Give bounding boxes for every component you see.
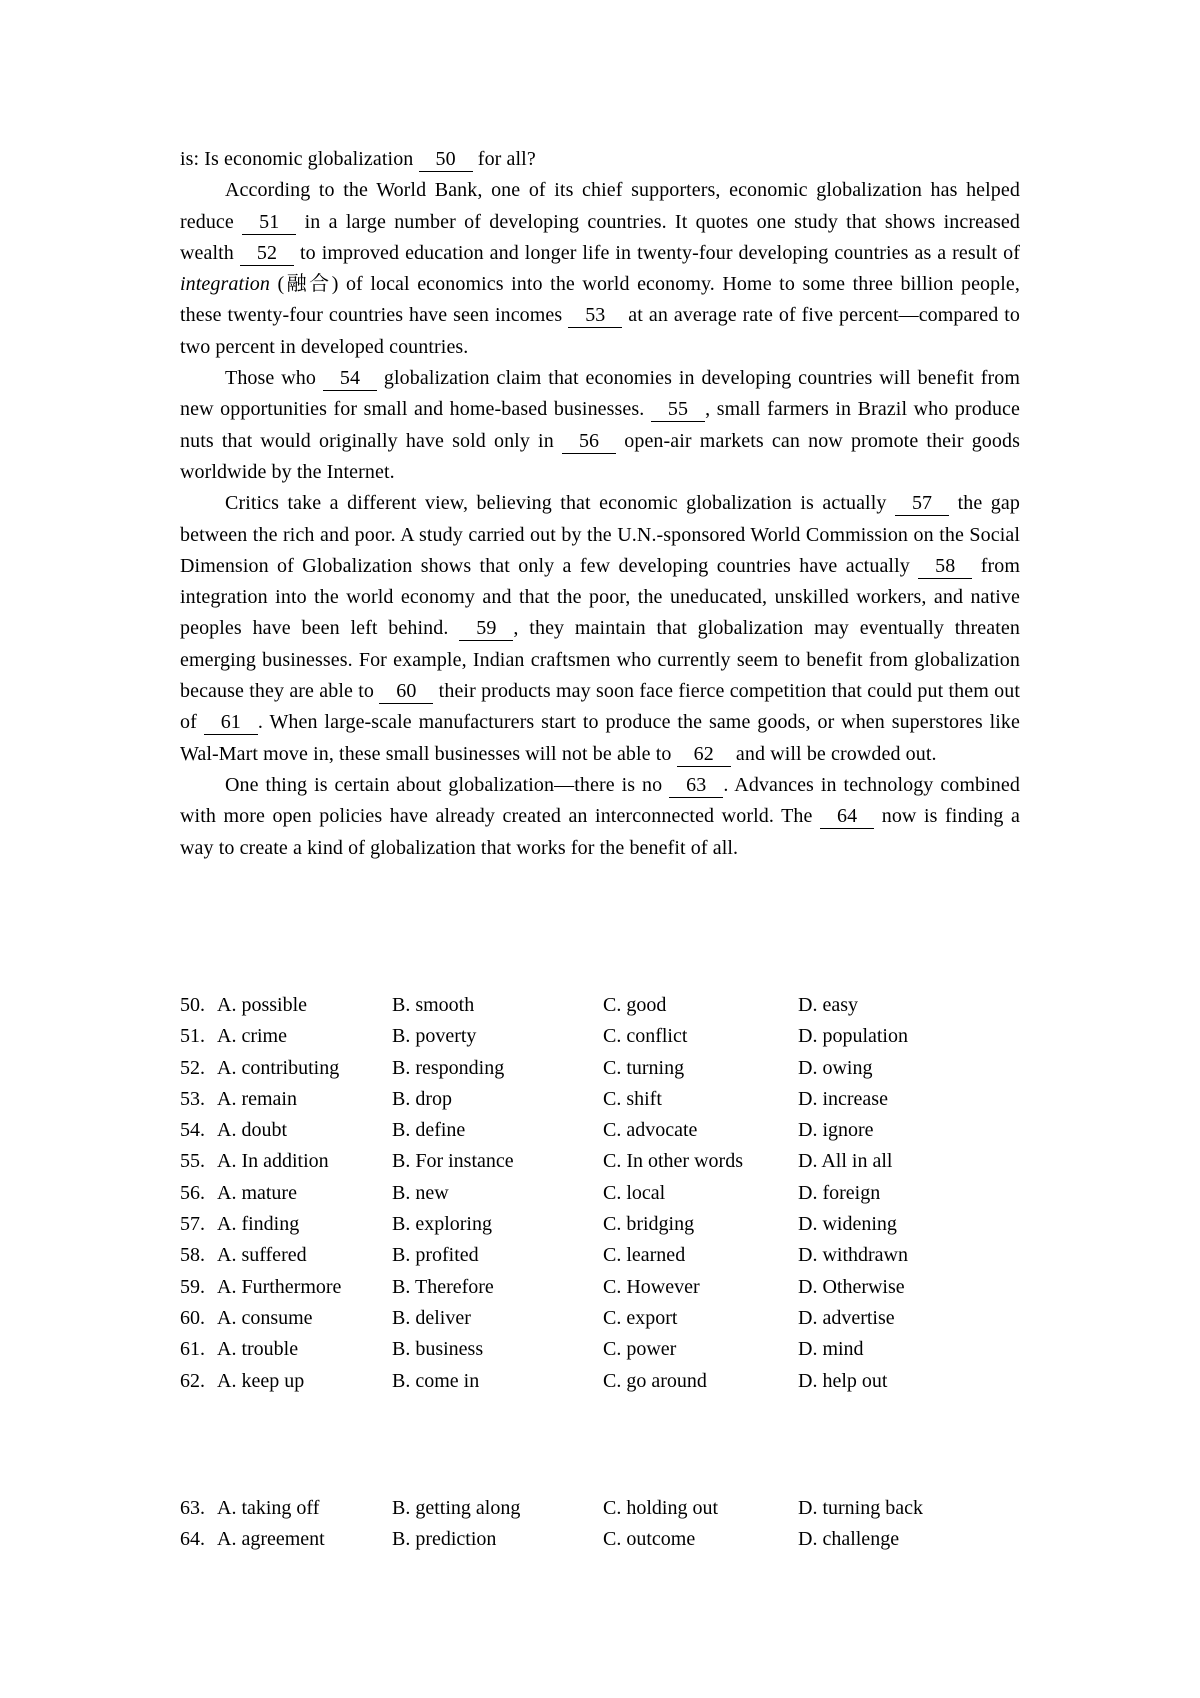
blank-53: 53 [568,303,622,328]
passage-paragraph: Critics take a different view, believing that economic globalization is actually 57 the gap between the rich and poor. A study carried out by the U.N.-sponsored World Commission on the Social Dimension of Globalization shows that only a few developing countries have actually 58 from integration into the world economy and that the poor, the uneducated, unskilled workers, and native peoples have been left behind. 59 , they maintain that globalization may eventually threaten emerging businesses. For example, Indian craftsmen who currently seem to benefit from globalization because they are able to 60 their products may soon face fierce competition that could put them out of 61 . When large-scale manufacturers start to produce the same goods, or when superstores like Wal-Mart move in, these small businesses will not be able to 62 and will be crowded out. [180,492,1020,765]
option-row-57 [180,1209,1040,1240]
option-56-b: B. new [392,1181,449,1204]
option-64-b: B. prediction [392,1528,497,1551]
question-number-55: 55. [180,1150,205,1173]
option-53-d: D. increase [798,1087,888,1110]
option-row-64 [180,1524,1040,1555]
blank-55: 55 [651,397,705,422]
option-58-b: B. profited [392,1244,479,1267]
option-63-d: D. turning back [798,1497,923,1519]
option-60-d: D. advertise [798,1306,895,1329]
option-62-d: D. help out [798,1369,888,1392]
option-58-c: C. learned [603,1244,686,1267]
option-51-d: D. population [798,1025,908,1048]
option-59-c: C. However [603,1275,700,1298]
option-52-d: D. owing [798,1056,873,1079]
blank-52: 52 [240,241,294,266]
option-63-a: A. taking off [217,1497,320,1519]
option-59-d: D. Otherwise [798,1275,905,1298]
cloze-passage [180,144,1020,864]
options-group-2 [180,1493,1040,1556]
blank-56: 56 [562,429,616,454]
option-64-d: D. challenge [798,1528,900,1551]
option-60-b: B. deliver [392,1306,471,1329]
option-52-b: B. responding [392,1056,505,1079]
blank-58: 58 [918,554,972,579]
option-54-a: A. doubt [217,1119,287,1142]
option-52-c: C. turning [603,1056,685,1079]
question-number-53: 53. [180,1087,205,1110]
option-53-c: C. shift [603,1087,662,1110]
option-55-c: C. In other words [603,1150,743,1173]
option-56-c: C. local [603,1181,666,1204]
question-number-64: 64. [180,1528,205,1551]
passage-paragraph: is: Is economic globalization 50 for all? [180,148,536,170]
options-group-1 [180,990,1040,1397]
option-56-d: D. foreign [798,1181,881,1204]
question-number-63: 63. [180,1497,205,1519]
question-number-57: 57. [180,1213,205,1236]
option-57-c: C. bridging [603,1213,695,1236]
blank-64: 64 [820,804,874,829]
option-61-c: C. power [603,1338,677,1361]
option-64-c: C. outcome [603,1528,696,1551]
option-63-c: C. holding out [603,1497,719,1519]
option-61-a: A. trouble [217,1338,299,1361]
question-number-51: 51. [180,1025,205,1048]
option-55-b: B. For instance [392,1150,514,1173]
option-53-b: B. drop [392,1087,452,1110]
option-62-b: B. come in [392,1369,480,1392]
option-59-a: A. Furthermore [217,1275,342,1298]
question-number-54: 54. [180,1119,205,1142]
blank-60: 60 [379,679,433,704]
option-row-63 [180,1493,1040,1524]
option-58-a: A. suffered [217,1244,307,1267]
option-row-60 [180,1303,1040,1334]
blank-50: 50 [419,147,473,172]
option-53-a: A. remain [217,1087,297,1110]
option-55-a: A. In addition [217,1150,329,1173]
option-60-a: A. consume [217,1306,313,1329]
option-58-d: D. withdrawn [798,1244,908,1267]
question-number-59: 59. [180,1275,205,1298]
option-59-b: B. Therefore [392,1275,494,1298]
option-row-61 [180,1334,1040,1365]
option-55-d: D. All in all [798,1150,893,1173]
question-number-56: 56. [180,1181,205,1204]
option-56-a: A. mature [217,1181,297,1204]
question-number-52: 52. [180,1056,205,1079]
option-row-53 [180,1084,1040,1115]
blank-54: 54 [323,366,377,391]
option-62-c: C. go around [603,1369,707,1392]
option-row-54 [180,1115,1040,1146]
option-row-59 [180,1272,1040,1303]
option-61-b: B. business [392,1338,484,1361]
question-number-50: 50. [180,994,205,1016]
option-54-d: D. ignore [798,1119,874,1142]
option-61-d: D. mind [798,1338,864,1361]
option-row-55 [180,1146,1040,1177]
passage-paragraph: According to the World Bank, one of its chief supporters, economic globalization has helped reduce 51 in a large number of developing countries. It quotes one study that shows increased wealth 52 to improved education and longer life in twenty-four developing countries as a result of integration (融合) of local economics into the world economy. Home to some three billion people, these twenty-four countries have seen incomes 53 at an average rate of five percent—compared to two percent in developed countries. [180,179,1021,358]
option-row-50 [180,990,1040,1021]
question-number-61: 61. [180,1338,205,1361]
option-51-b: B. poverty [392,1025,477,1048]
option-row-56 [180,1178,1040,1209]
option-row-52 [180,1053,1040,1084]
question-number-58: 58. [180,1244,205,1267]
option-57-d: D. widening [798,1213,897,1236]
option-50-a: A. possible [217,994,307,1016]
option-51-c: C. conflict [603,1025,688,1048]
option-row-62 [180,1366,1040,1397]
option-50-d: D. easy [798,994,858,1016]
option-54-b: B. define [392,1119,466,1142]
question-number-62: 62. [180,1369,205,1392]
passage-paragraph: Those who 54 globalization claim that economies in developing countries will benefit from new opportunities for small and home-based businesses. 55 , small farmers in Brazil who produce nuts that would originally have sold only in 56 open-air markets can now promote their goods worldwide by the Internet. [180,367,1021,483]
option-row-51 [180,1021,1040,1052]
option-64-a: A. agreement [217,1528,325,1551]
option-52-a: A. contributing [217,1056,340,1079]
option-60-c: C. export [603,1306,678,1329]
option-62-a: A. keep up [217,1369,305,1392]
blank-62: 62 [677,742,731,767]
blank-57: 57 [895,491,949,516]
option-50-b: B. smooth [392,994,475,1016]
question-number-60: 60. [180,1306,205,1329]
blank-63: 63 [669,773,723,798]
option-57-b: B. exploring [392,1213,492,1236]
option-63-b: B. getting along [392,1497,521,1519]
option-row-58 [180,1240,1040,1271]
option-54-c: C. advocate [603,1119,698,1142]
blank-51: 51 [242,210,296,235]
blank-59: 59 [459,616,513,641]
passage-paragraph: One thing is certain about globalization—there is no 63 . Advances in technology combined with more open policies have already created an interconnected world. The 64 now is finding a way to create a kind of globalization that works for the benefit of all. [180,773,1020,859]
option-51-a: A. crime [217,1025,287,1048]
option-57-a: A. finding [217,1213,300,1236]
option-50-c: C. good [603,994,667,1016]
blank-61: 61 [204,710,258,735]
italic-term: integration [180,273,270,296]
